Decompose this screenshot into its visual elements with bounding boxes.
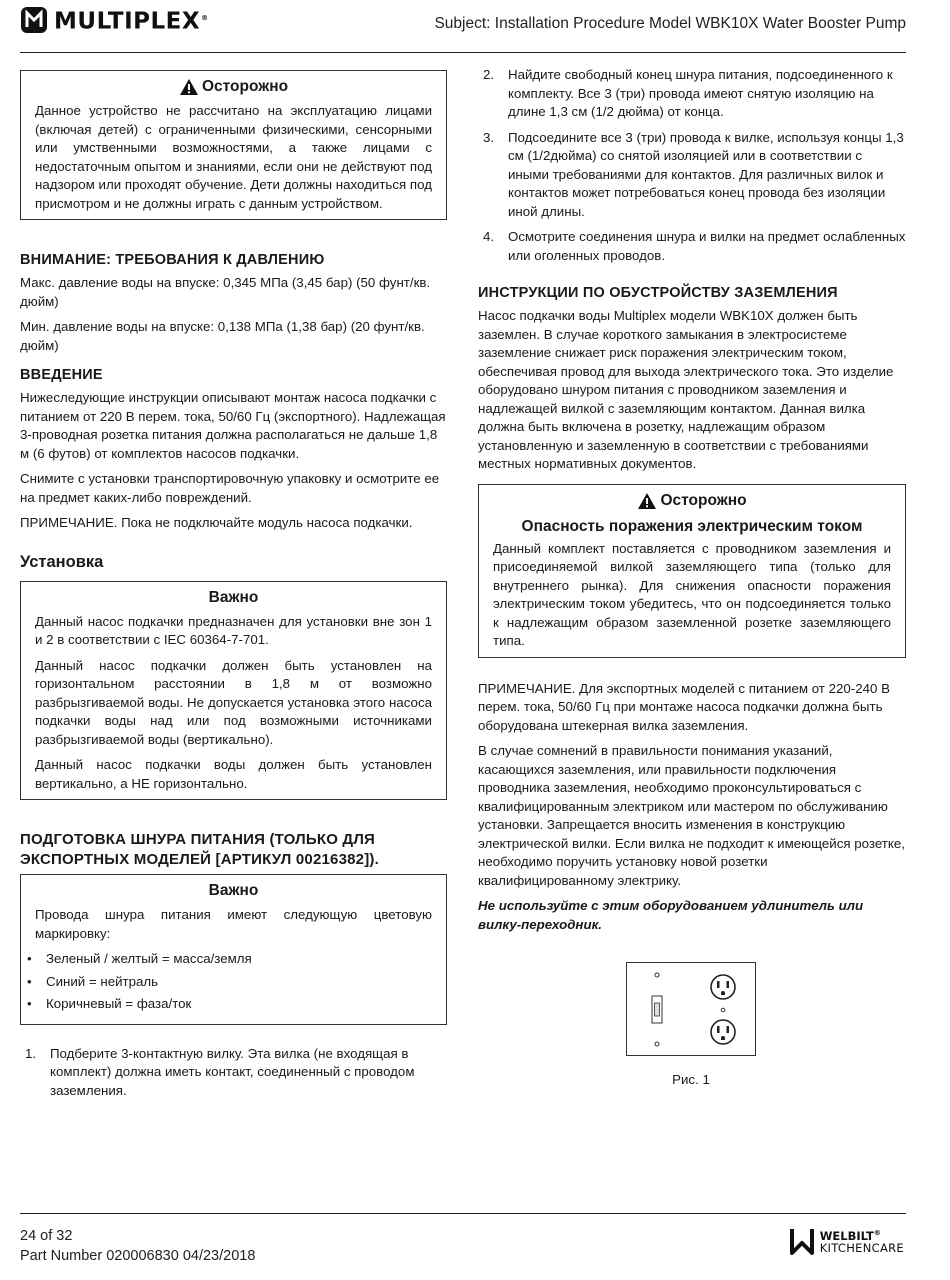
list-item: • Коричневый = фаза/ток bbox=[27, 995, 432, 1014]
shock-caution-box bbox=[478, 484, 906, 658]
caution-title: Осторожно bbox=[35, 76, 432, 98]
important-title: Важно bbox=[208, 588, 259, 606]
caution-text: Данное устройство не рассчитано на эксплуатацию лицами (включая детей) с ограниченными физическими, сенсорными или умственными возможностями, а также лицами с недостаточным опытом и знаниями, если они не действуют под надзором или проходят обучение. Дети должны находиться под присмотром и не должны играть с данным устройством. bbox=[35, 103, 432, 211]
figure-caption: Рис. 1 bbox=[672, 1072, 710, 1087]
welbilt-logo-icon bbox=[789, 1226, 815, 1256]
wire-colors-list bbox=[35, 950, 432, 1014]
page-number: 24 of 32 bbox=[20, 1228, 73, 1244]
caution-box bbox=[20, 70, 447, 220]
install-text-1: Данный насос подкачки предназначен для установки вне зон 1 и 2 в соответствии с IEC 60364-7-701. bbox=[35, 613, 432, 647]
shock-caution-text: Данный комплект поставляется с проводником заземления и присоединяемой вилкой заземляющего типа (только для внутреннего рынка). Для снижения опасности поражения электрическим током убедитесь, что он подсоединяется только к надлежащим образом заземленной розетке заземляющего типа. bbox=[493, 540, 891, 648]
page-header bbox=[20, 0, 906, 53]
intro-paragraph-2: Снимите с установки транспортировочную упаковку и осмотрите ее на предмет каких-либо повреждений. bbox=[20, 471, 440, 505]
welbilt-brand-text: WELBILT® KITCHENCARE bbox=[819, 1228, 904, 1256]
doubt-note: В случае сомнений в правильности понимания указаний, касающихся заземления, или правильности подключения проводника заземления, необходимо проконсультироваться с квалифицированным электриком или мастером по обслуживанию установки. Запрещается вносить изменения в конструкцию электрической вилки. Если вилка не подходит к имеющейся розетке, необходимо поручить установку новой розетки квалифицированному электрику. bbox=[478, 743, 905, 888]
step-4: 4. Осмотрите соединения шнура и вилки на предмет ослабленных или оголенных проводов. bbox=[483, 229, 906, 263]
document-subject: Subject: Installation Procedure Model WBK10X Water Booster Pump bbox=[434, 15, 906, 32]
wall-outlet-illustration bbox=[627, 963, 755, 1055]
steps-list-right bbox=[478, 66, 906, 265]
intro-paragraph-1: Нижеследующие инструкции описывают монтаж насоса подкачки с питанием от 220 В перем. тока, 50/60 Гц (экспортного). Надлежащая 3-проводная розетка питания должна располагаться не дальше 1,8 м (6 футов) от комплектов насосов подкачки. bbox=[20, 390, 446, 461]
intro-note: ПРИМЕЧАНИЕ. Пока не подключайте модуль насоса подкачки. bbox=[20, 515, 413, 530]
step-2: 2. Найдите свободный конец шнура питания, подсоединенного к комплекту. Все 3 (три) провода имеют снятую изоляцию на длине 1,3 см (1/2 дюйма) от конца. bbox=[483, 67, 893, 119]
right-column bbox=[478, 66, 906, 941]
footer-info bbox=[20, 1226, 255, 1266]
steps-list-left bbox=[20, 1045, 447, 1101]
pressure-heading: ВНИМАНИЕ: ТРЕБОВАНИЯ К ДАВЛЕНИЮ bbox=[20, 252, 325, 268]
cord-heading: ПОДГОТОВКА ШНУРА ПИТАНИЯ (ТОЛЬКО ДЛЯ ЭКСПОРТНЫХ МОДЕЛЕЙ [АРТИКУЛ 00216382]). bbox=[20, 831, 379, 868]
grounding-text: Насос подкачки воды Multiplex модели WBK10X должен быть заземлен. В случае короткого замыкания в электросистеме заземление снижает риск поражения электрическим током, обеспечивая провод для выхода электрического тока. Это изделие оборудовано шнуром питания с проводником заземления и надлежащей вилкой с заземляющим контактом. Данная вилка должна быть включена в розетку, надлежащим образом установленную и заземленную в соответствии с требованиями местных нормативных документов. bbox=[478, 308, 894, 471]
install-text-3: Данный насос подкачки воды должен быть установлен вертикально, а НЕ горизонтально. bbox=[35, 757, 432, 791]
intro-heading: ВВЕДЕНИЕ bbox=[20, 367, 103, 383]
min-pressure-text: Мин. давление воды на впуске: 0,138 МПа (1,38 бар) (20 фунт/кв. дюйм) bbox=[20, 319, 425, 353]
step-1: 1. Подберите 3-контактную вилку. Эта вилка (не входящая в комплект) должна иметь контакт, соединенный с проводом заземления. bbox=[25, 1045, 415, 1098]
important-box-cord bbox=[20, 874, 447, 1025]
important-title-cord: Важно bbox=[208, 882, 259, 899]
grounding-heading: ИНСТРУКЦИИ ПО ОБУСТРОЙСТВУ ЗАЗЕМЛЕНИЯ bbox=[478, 285, 838, 301]
list-item: • Синий = нейтраль bbox=[27, 973, 432, 992]
logo-text: MULTIPLEX® bbox=[54, 8, 209, 35]
important-box-install bbox=[20, 581, 447, 801]
multiplex-logo-icon bbox=[20, 6, 48, 34]
extension-warning: Не используйте с этим оборудованием удлинитель или вилку-переходник. bbox=[478, 898, 864, 932]
page-footer bbox=[20, 1213, 906, 1264]
part-number: Part Number 020006830 04/23/2018 bbox=[20, 1248, 256, 1264]
wire-colors-intro: Провода шнура питания имеют следующую цветовую маркировку: bbox=[35, 907, 432, 941]
left-column bbox=[20, 70, 447, 1107]
figure-outlet-plate bbox=[626, 962, 756, 1056]
shock-hazard-subtitle: Опасность поражения электрическим током bbox=[521, 517, 863, 535]
list-item: • Зеленый / желтый = масса/земля bbox=[27, 950, 432, 969]
warning-triangle-icon bbox=[179, 78, 199, 96]
caution-title-2: Осторожно bbox=[493, 490, 891, 512]
step-3: 3. Подсоедините все 3 (три) провода к вилке, используя концы 1,3 см (1/2дюйма) со снятой изоляцией или в соответствии с иными требованиями для контактов. Для различных вилок и контактов может потребоваться конец провода без изоляции иной длины. bbox=[483, 129, 904, 219]
multiplex-logo bbox=[20, 4, 209, 36]
install-text-2: Данный насос подкачки должен быть установлен на горизонтальном расстоянии в 1,8 м от возможно разбрызгиваемой воды. Не допускается установка этого насоса подкачки воды над или под возможными источниками разбрызгиваемой воды (вертикально). bbox=[35, 657, 432, 747]
welbilt-logo bbox=[789, 1226, 904, 1256]
install-heading: Установка bbox=[20, 552, 104, 571]
max-pressure-text: Макс. давление воды на впуске: 0,345 МПа (3,45 бар) (50 фунт/кв. дюйм) bbox=[20, 275, 431, 309]
export-note: ПРИМЕЧАНИЕ. Для экспортных моделей с питанием от 220-240 В перем. тока, 50/60 Гц при монтаже насоса подкачки должна быть оборудована штекерная вилка заземления. bbox=[478, 680, 890, 733]
warning-triangle-icon bbox=[637, 492, 657, 510]
